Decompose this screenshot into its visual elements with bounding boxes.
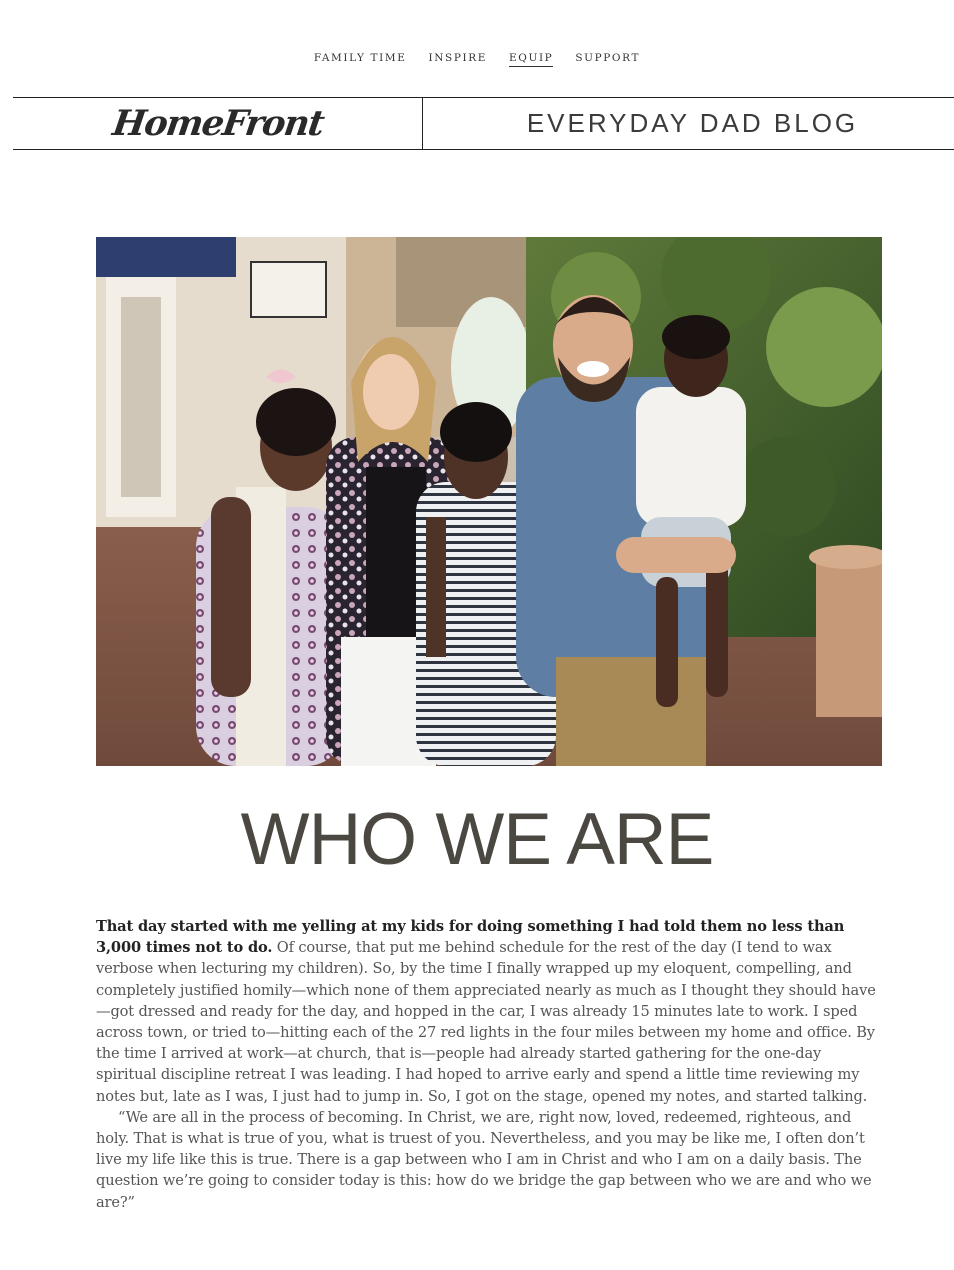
nav-support[interactable]: SUPPORT <box>575 52 641 64</box>
paragraph-1-text: Of course, that put me behind schedule for the rest of the day (I tend to wax verbose when lecturing my children). So, by the time I finally wrapped up my eloquent, compelling, and completely justified homily—which none of them appreciated nearly as much as I thought they should have—got dressed and ready for the day, and hopped in the car, I was already 15 minutes late to work. I sped across town, or tried to—hitting each of the 27 red lights in the four miles between my home and office. By the time I arrived at work—at church, that is—people had already started gathering for the one-day spiritual discipline retreat I was leading. I had hoped to arrive early and spend a little time reviewing my notes but, late as I was, I just had to jump in. So, I got on the stage, opened my notes, and started talking. <box>96 939 876 1105</box>
top-navigation <box>0 52 954 67</box>
family-photo-illustration <box>96 237 882 766</box>
hero-photo <box>96 237 882 766</box>
nav-equip[interactable]: EQUIP <box>509 52 553 67</box>
page-title: WHO WE ARE <box>240 799 714 880</box>
nav-family-time[interactable]: FAMILY TIME <box>313 52 407 64</box>
nav-inspire[interactable]: INSPIRE <box>428 52 488 64</box>
logo-cell <box>13 98 423 149</box>
masthead <box>13 97 954 150</box>
paragraph-1 <box>96 916 882 1107</box>
article-body <box>96 916 882 1213</box>
section-title: EVERYDAY DAD BLOG <box>526 108 859 138</box>
paragraph-2: “We are all in the process of becoming. In Christ, we are, right now, loved, redeemed, righteous, and holy. That is what is true of you, what is truest of you. Nevertheless, and you may be like me, I often don’t live my life like this is true. There is a gap between who I am in Christ and who I am on a daily basis. The question we’re going to consider today is this: how do we bridge the gap between who we are and who we are?” <box>96 1108 872 1211</box>
lead-sentence: That day started with me yelling at my kids for doing something I had told them no less than 3,000 times not to do. <box>96 918 845 957</box>
homefront-logo[interactable]: HomeFront <box>109 103 326 144</box>
